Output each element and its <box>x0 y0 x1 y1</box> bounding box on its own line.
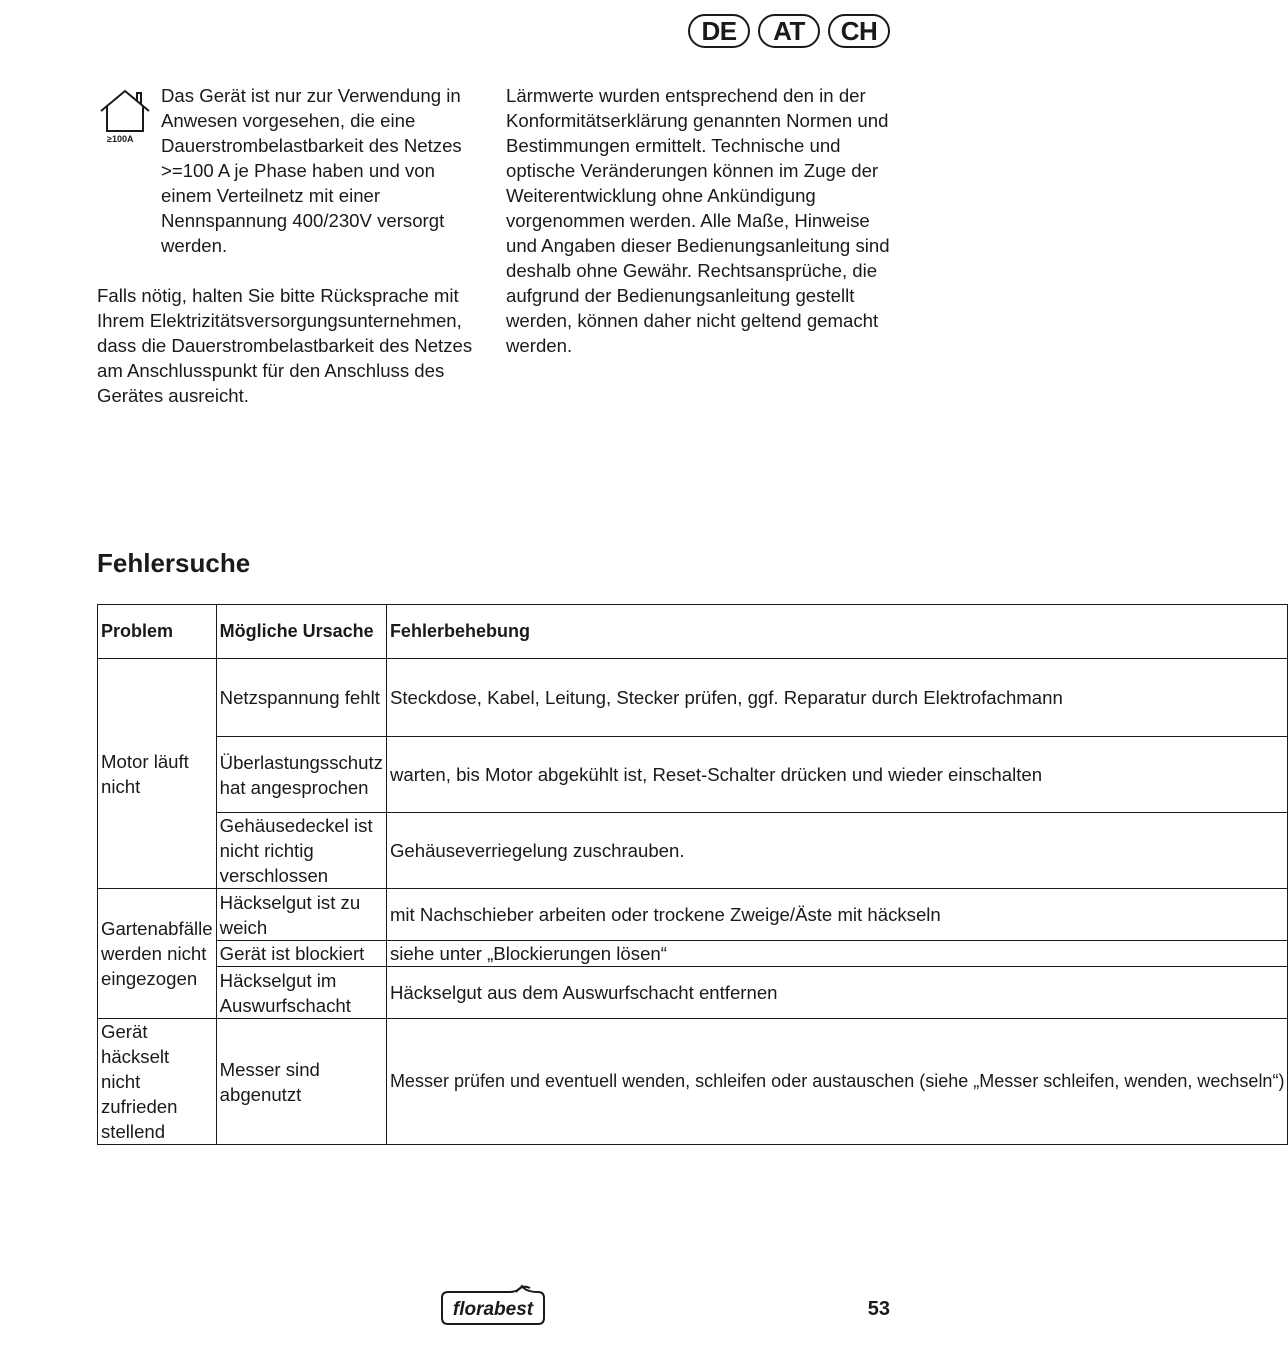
lang-badge-ch: CH <box>828 14 890 48</box>
fix-cell: warten, bis Motor abgekühlt ist, Reset-Schalter drücken und wieder einschalten <box>386 737 1288 813</box>
table-row <box>98 967 1288 1019</box>
header-problem: Problem <box>98 605 217 659</box>
fix-cell: mit Nachschieber arbeiten oder trockene Zweige/Äste mit häckseln <box>386 889 1288 941</box>
cause-cell: Überlastungsschutz hat angesprochen <box>216 737 386 813</box>
cause-cell: Häckselgut im Auswurfschacht <box>216 967 386 1019</box>
problem-cell: Gerät häckselt nicht zufrieden stellend <box>98 1019 217 1145</box>
fix-cell: Gehäuseverriegelung zuschrauben. <box>386 813 1288 889</box>
problem-cell: Motor läuft nicht <box>98 659 217 889</box>
power-requirement-note <box>97 83 487 258</box>
cause-cell: Häckselgut ist zu weich <box>216 889 386 941</box>
table-header-row <box>98 605 1288 659</box>
cause-cell: Netzspannung fehlt <box>216 659 386 737</box>
paragraph: Das Gerät ist nur zur Verwendung in Anwesen vorgesehen, die eine Dauerstrombelastbarkeit des Netzes >=100 A je Phase haben und von einem Verteilnetz mit einer Nennspannung 400/230V versorgt werden. <box>161 85 462 256</box>
cause-cell: Gehäusedeckel ist nicht richtig verschlossen <box>216 813 386 889</box>
cause-cell: Messer sind abgenutzt <box>216 1019 386 1145</box>
fix-cell: Häckselgut aus dem Auswurfschacht entfernen <box>386 967 1288 1019</box>
table-row <box>98 889 1288 941</box>
header-cause: Mögliche Ursache <box>216 605 386 659</box>
problem-cell: Gartenabfälle werden nicht eingezogen <box>98 889 217 1019</box>
fix-cell: siehe unter „Blockierungen lösen“ <box>386 941 1288 967</box>
troubleshooting-table <box>97 604 1288 1145</box>
paragraph: Falls nötig, halten Sie bitte Rücksprache mit Ihrem Elektrizitätsversorgungsunternehmen, dass die Dauerstrombelastbarkeit des Netzes am Anschlusspunkt für den Anschluss des Gerätes ausreicht. <box>97 285 473 406</box>
cause-cell: Gerät ist blockiert <box>216 941 386 967</box>
fix-cell: Messer prüfen und eventuell wenden, schleifen oder austauschen (siehe „Messer schleifen, wenden, wechseln“) <box>386 1019 1288 1145</box>
table-row <box>98 1019 1288 1145</box>
logo-text: florabest <box>452 1299 534 1320</box>
right-column <box>506 83 892 358</box>
table-row <box>98 941 1288 967</box>
lang-badge-de: DE <box>688 14 750 48</box>
paragraph: Lärmwerte wurden entsprechend den in der Konformitätserklärung genannten Normen und Bestimmungen ermittelt. Technische und optische Veränderungen können im Zuge der Weiterentwicklung ohne Ankündigung vorgenommen werden. Alle Maße, Hinweise und Angaben dieser Bedienungsanleitung sind deshalb ohne Gewähr. Rechtsansprüche, die aufgrund der Bedienungsanleitung gestellt werden, können daher nicht geltend gemacht werden. <box>506 85 890 356</box>
fix-cell: Steckdose, Kabel, Leitung, Stecker prüfen, ggf. Reparatur durch Elektrofachmann <box>386 659 1288 737</box>
language-badges <box>688 14 890 48</box>
florabest-logo <box>438 1284 548 1326</box>
table-row <box>98 659 1288 737</box>
section-title: Fehlersuche <box>97 548 251 578</box>
ampere-label: ≥100A <box>107 134 134 144</box>
left-column <box>97 83 487 408</box>
table-row <box>98 737 1288 813</box>
header-fix: Fehlerbehebung <box>386 605 1288 659</box>
lang-badge-at: AT <box>758 14 820 48</box>
page-number: 53 <box>867 1298 890 1320</box>
table-row <box>98 813 1288 889</box>
